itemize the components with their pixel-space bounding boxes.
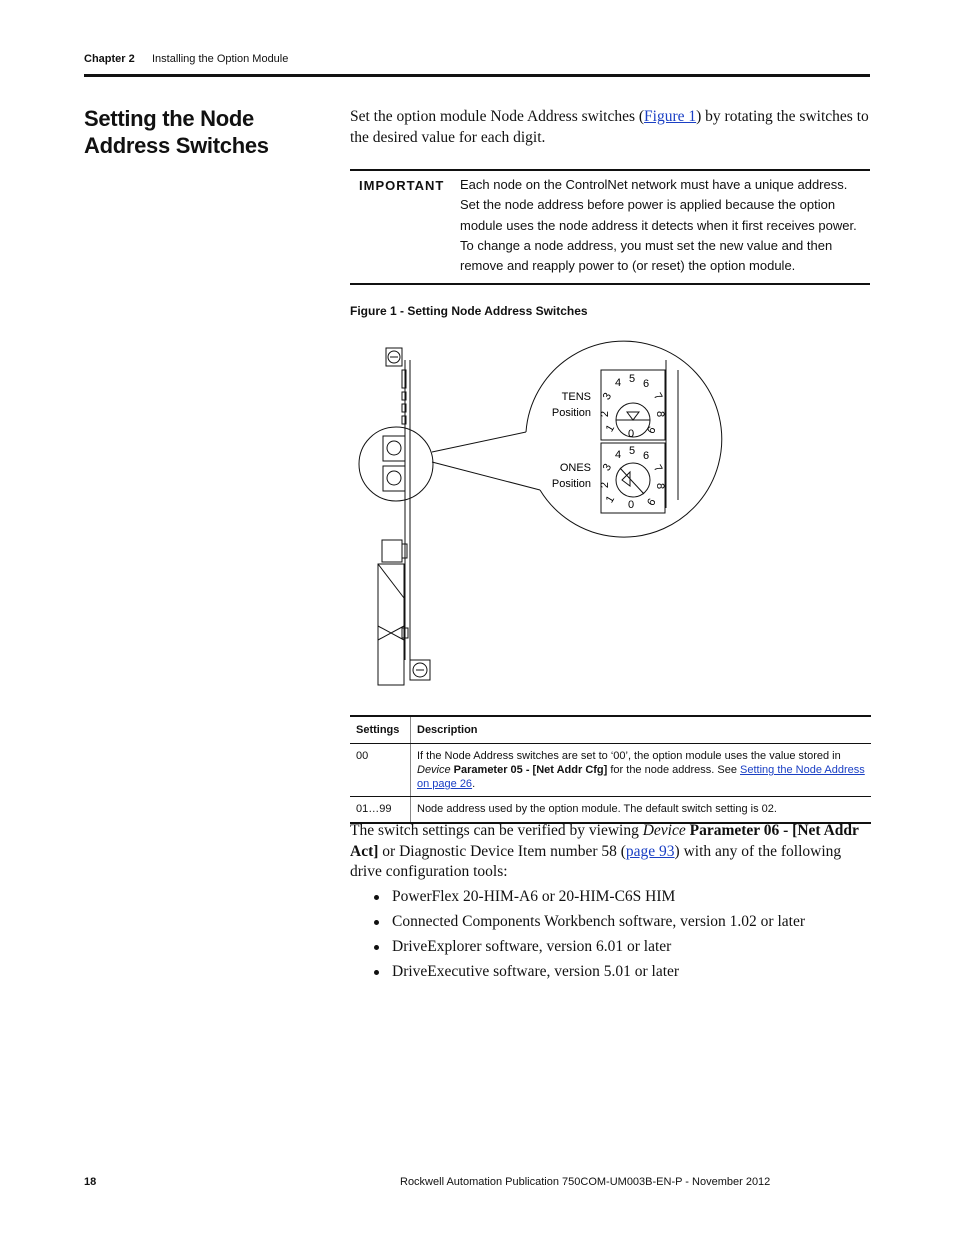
- important-bottom-rule: [350, 283, 870, 285]
- connector-line-bottom: [432, 462, 540, 490]
- page-number: 18: [84, 1176, 97, 1188]
- bullet-icon: [374, 945, 379, 950]
- tens-dial-digits: [599, 373, 666, 440]
- chapter-title: Installing the Option Module: [152, 53, 289, 65]
- svg-text:6: 6: [642, 378, 650, 390]
- setting-cell: 01…99: [350, 797, 411, 824]
- header-rule: [84, 74, 870, 77]
- board-edge: [402, 360, 410, 660]
- settings-column-header: Settings: [350, 716, 411, 744]
- list-item: DriveExecutive software, version 5.01 or later: [372, 962, 805, 987]
- svg-text:8: 8: [654, 410, 666, 418]
- bullet-icon: [374, 970, 379, 975]
- intro-text-after: ) by rotating the switches to the desired value for each digit.: [350, 108, 869, 146]
- table-row: [350, 797, 871, 824]
- svg-text:4: 4: [614, 377, 622, 389]
- svg-text:8: 8: [654, 482, 666, 490]
- list-item: DriveExplorer software, version 6.01 or later: [372, 937, 805, 962]
- setting-node-address-link[interactable]: Setting the Node Address on page 26: [417, 764, 865, 790]
- ones-position-label: Position: [551, 478, 591, 490]
- ones-dial-digits: [599, 445, 666, 511]
- list-item: PowerFlex 20-HIM-A6 or 20-HIM-C6S HIM: [372, 887, 805, 912]
- svg-text:2: 2: [599, 410, 611, 418]
- tens-label: TENS: [561, 391, 591, 403]
- svg-text:2: 2: [599, 481, 611, 489]
- svg-text:9: 9: [643, 423, 658, 436]
- description-cell: If the Node Address switches are set to ‘00’, the option module uses the value stored in Device Parameter 05 - [Net Addr Cfg] for the node address. See Setting the Node Address on page 26.: [411, 744, 872, 797]
- lower-connector: [378, 540, 408, 685]
- setting-cell: 00: [350, 744, 411, 797]
- important-top-rule: [350, 169, 870, 171]
- description-cell: Node address used by the option module. The default switch setting is 02.: [411, 797, 872, 824]
- page-93-link[interactable]: page 93: [625, 842, 675, 860]
- list-item: Connected Components Workbench software, version 1.02 or later: [372, 912, 805, 937]
- bullet-icon: [374, 920, 379, 925]
- tens-position-label: Position: [551, 407, 591, 419]
- table-row: [350, 744, 871, 797]
- bottom-small-dial: [410, 660, 430, 680]
- svg-text:4: 4: [614, 449, 622, 461]
- svg-text:1: 1: [603, 493, 618, 506]
- svg-text:0: 0: [627, 499, 635, 511]
- svg-text:5: 5: [628, 373, 636, 385]
- chapter-label: Chapter 2: [84, 53, 135, 65]
- figure-1-link[interactable]: Figure 1: [644, 108, 697, 125]
- svg-text:3: 3: [600, 461, 615, 474]
- top-small-dial: [386, 348, 402, 366]
- intro-paragraph: [350, 107, 870, 148]
- settings-table: [350, 715, 871, 824]
- svg-text:7: 7: [650, 390, 665, 403]
- table-header-row: [350, 716, 871, 744]
- svg-text:7: 7: [650, 462, 665, 475]
- verification-paragraph: The switch settings can be verified by viewing Device Parameter 06 - [Net Addr Act] or Diagnostic Device Item number 58 (page 93) with any of the following drive configuration tools:: [350, 822, 859, 880]
- ones-label: ONES: [559, 462, 591, 474]
- svg-text:5: 5: [628, 445, 636, 457]
- svg-text:3: 3: [600, 390, 615, 403]
- figure-caption: Figure 1 - Setting Node Address Switches: [350, 304, 588, 318]
- magnifier-small-circle: [359, 427, 433, 501]
- description-column-header: Description: [411, 716, 872, 744]
- svg-text:6: 6: [642, 450, 650, 462]
- publication-info: Rockwell Automation Publication 750COM-UM003B-EN-P - November 2012: [400, 1176, 771, 1188]
- important-text: Each node on the ControlNet network must have a unique address. Set the node address before power is applied because the option module uses the node address it detects when it first receives power. To change a node address, you must set the new value and then remove and reapply power to (or reset) the option module.: [460, 177, 857, 274]
- ones-dial-knob: [616, 463, 650, 497]
- svg-text:1: 1: [603, 422, 618, 435]
- tools-bullet-list: [372, 887, 805, 987]
- svg-text:0: 0: [627, 428, 635, 440]
- intro-text-before: Set the option module Node Address switches (: [350, 108, 645, 125]
- section-heading: Setting the Node Address Switches: [84, 106, 269, 158]
- important-label: IMPORTANT: [359, 178, 445, 193]
- node-address-figure: [350, 340, 730, 690]
- bullet-icon: [374, 895, 379, 900]
- svg-text:9: 9: [643, 495, 658, 508]
- connector-line-top: [432, 432, 526, 452]
